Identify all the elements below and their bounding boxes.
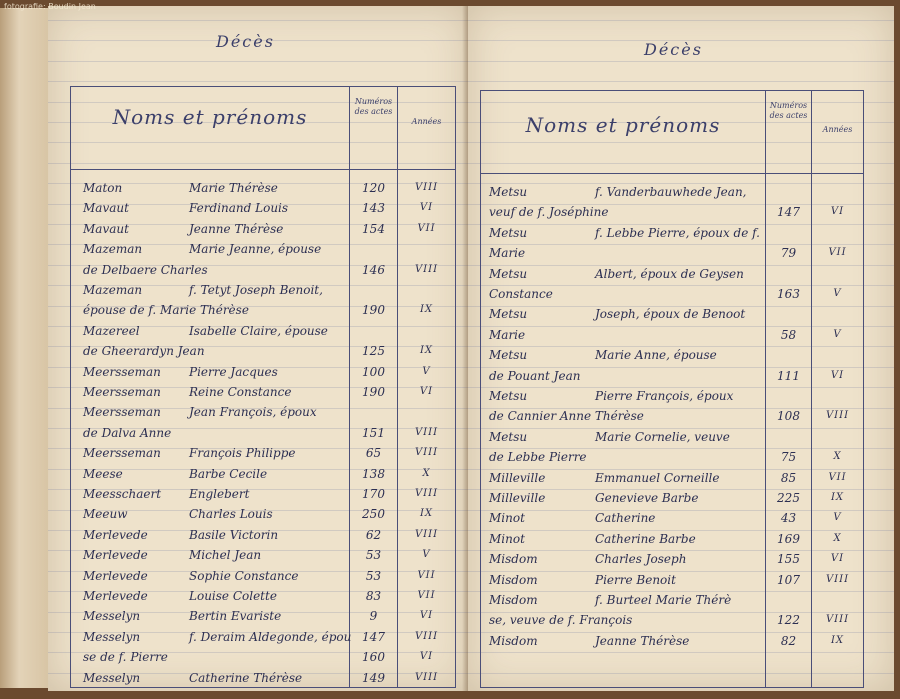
left-register-table [70,86,456,688]
ruled-line [468,61,894,62]
register-entry [481,528,863,550]
entry-act-number: 43 [780,511,797,526]
register-entry [481,548,863,570]
entry-surname: Merlevede [83,527,148,542]
left-page [48,6,468,691]
entry-act-number: 190 [362,303,385,318]
entry-year: VIII [414,263,439,275]
register-entry [71,524,455,546]
entry-given-names: Catherine [595,511,656,526]
register-entry [71,422,455,444]
entry-surname: de Dalva Anne [83,425,172,440]
entry-act-number: 154 [362,221,385,236]
entry-surname: Misdom [489,572,538,587]
entry-year: VIII [825,573,850,585]
entry-given-names: Pierre François, époux [595,389,734,403]
entry-act-number: 143 [362,201,385,216]
entry-surname: Mavaut [83,221,129,236]
entry-year: VI [419,610,434,622]
entry-act-number: 147 [777,205,800,220]
entry-given-names: Catherine Barbe [595,531,696,546]
entry-surname: Metsu [489,225,528,240]
entry-given-names: Emmanuel Corneille [595,470,720,485]
register-entry [71,218,455,240]
register-entry [71,646,455,668]
entry-year: VII [828,471,847,483]
right-register-table [480,90,864,688]
register-entry [71,463,455,485]
entry-act-number: 149 [362,670,385,685]
entry-year: VIII [414,182,439,193]
register-entry [481,344,863,366]
entry-surname: Mazeman [83,283,143,297]
ruled-line [48,61,468,62]
register-entry [481,467,863,489]
entry-given-names: Pierre Benoit [595,572,676,587]
entry-act-number: 151 [362,425,385,440]
entry-given-names: Charles Louis [189,507,273,522]
entry-given-names: Charles Joseph [595,552,687,567]
entry-act-number: 111 [777,368,800,383]
entry-year: VIII [825,614,850,626]
entry-given-names: Marie Jeanne, épouse [189,242,322,257]
entry-act-number: 65 [365,446,382,461]
register-entry [71,565,455,587]
entry-year: IX [830,634,845,646]
entry-year: VII [417,222,436,234]
register-entry [71,381,455,403]
register-entry [481,589,863,611]
entry-given-names: Reine Constance [189,385,292,399]
entry-act-number: 75 [780,450,797,465]
register-entry [481,222,863,244]
register-entry [481,263,863,285]
entry-given-names: Sophie Constance [189,568,299,583]
entry-given-names: f. Burteel Marie Thérè [595,593,732,607]
entry-act-number: 155 [777,552,800,567]
entry-year: VIII [414,488,439,499]
entry-surname: Maton [83,181,123,195]
entry-act-number: 83 [365,589,382,603]
entry-act-number: 108 [777,409,800,424]
entry-surname: Metsu [489,348,528,363]
register-entry [71,320,455,342]
entry-year: IX [419,304,434,316]
register-entry [71,442,455,464]
entry-surname: Milleville [489,470,546,485]
register-entry [71,585,455,607]
entry-act-number: 107 [777,572,800,587]
entry-surname: Mazeman [83,242,143,257]
entry-surname: Meersseman [83,446,161,461]
entry-surname: de Delbaere Charles [83,262,208,277]
entry-surname: Merlevede [83,548,148,563]
entry-year: VI [830,206,845,218]
entry-surname: Misdom [489,633,538,648]
entry-act-number: 169 [777,531,800,546]
entry-given-names: Marie Cornelie, veuve [595,429,730,444]
entry-surname: Marie [489,246,526,261]
entry-surname: de Cannier Anne Thérèse [489,409,644,424]
entry-given-names: Basile Victorin [189,527,279,542]
entry-surname: de Pouant Jean [489,368,581,383]
entry-surname: de Lebbe Pierre [489,450,587,465]
ruled-line [468,81,894,82]
ruled-line [48,81,468,82]
entry-given-names: Catherine Thérèse [189,670,303,685]
register-entry [481,446,863,468]
photo-credit: fotografie: Boudin Jean [4,2,96,11]
entry-year: VIII [414,528,439,540]
register-entry [71,299,455,321]
entry-year: VIII [414,630,439,642]
entry-surname: se, veuve de f. François [489,613,633,628]
entry-given-names: Jean François, époux [189,405,317,420]
register-entry [481,630,863,652]
register-entry [71,197,455,219]
left-acts-header: Numéros des actes [354,97,393,116]
register-entry [71,401,455,423]
entry-given-names: Bertin Evariste [189,609,282,624]
entry-year: X [833,532,842,544]
register-entry [71,503,455,525]
entry-surname: Messelyn [83,670,141,685]
entry-surname: Messelyn [83,609,141,624]
entry-act-number: 100 [362,364,385,379]
entry-given-names: Barbe Cecile [189,466,268,481]
entry-surname: se de f. Pierre [83,650,168,665]
register-entry [481,569,863,591]
entry-act-number: 146 [362,262,385,277]
entry-year: V [833,512,842,524]
entry-act-number: 79 [780,246,797,261]
register-entry [71,177,455,199]
entry-year: V [833,328,842,340]
entry-given-names: Jeanne Thérèse [189,221,284,236]
entry-given-names: f. Tetyt Joseph Benoit, [189,283,323,297]
register-entry [481,426,863,448]
register-entry [71,259,455,281]
entry-act-number: 9 [369,609,378,624]
entry-act-number: 147 [362,629,385,644]
entry-given-names: Louise Colette [189,589,277,603]
register-entry [481,405,863,427]
entry-year: VIII [414,671,439,683]
entry-given-names: f. Deraim Aldegonde, épou [189,629,352,644]
entry-surname: Meersseman [83,364,161,379]
entry-surname: de Gheerardyn Jean [83,344,205,359]
entry-given-names: f. Lebbe Pierre, époux de f. [595,225,760,240]
entry-act-number: 163 [777,287,800,301]
register-entry [71,626,455,648]
register-entry [481,303,863,325]
entry-year: VIII [414,426,439,438]
entry-surname: Misdom [489,552,538,567]
entry-surname: Meeuw [83,507,128,522]
entry-given-names: François Philippe [189,446,296,461]
register-entry [71,605,455,627]
entry-surname: Meesschaert [83,487,162,501]
entry-surname: Minot [489,511,525,526]
page-stack-edge [0,8,49,688]
register-entry [481,365,863,387]
entry-surname: Meersseman [83,405,161,420]
entry-given-names: Genevieve Barbe [595,491,699,505]
register-entry [481,283,863,305]
entry-given-names: Michel Jean [189,548,262,563]
register-entry [481,609,863,631]
register-entry [71,279,455,301]
entry-year: VI [830,369,845,381]
entry-given-names: Marie Thérèse [189,181,278,195]
entry-year: VI [419,651,434,663]
entry-surname: Merlevede [83,568,148,583]
left-names-header: Noms et prénoms [112,105,308,129]
entry-year: V [422,549,431,561]
entry-year: VIII [414,447,439,459]
entry-surname: Constance [489,287,553,301]
entry-given-names: Joseph, époux de Benoot [595,307,746,322]
entry-given-names: Jeanne Thérèse [595,633,690,648]
entry-surname: Mavaut [83,201,129,216]
entry-year: IX [419,508,434,520]
entry-surname: Mazereel [83,323,140,338]
entry-act-number: 58 [780,327,797,342]
entry-act-number: 160 [362,650,385,665]
right-acts-header: Numéros des actes [769,101,808,120]
entry-act-number: 170 [362,487,385,501]
entry-year: VIII [825,410,850,422]
entry-act-number: 120 [362,181,385,195]
entry-surname: veuf de f. Joséphine [489,205,609,220]
entry-year: VII [417,569,436,581]
register-entry [481,487,863,509]
entry-year: VI [419,386,434,397]
entry-surname: Merlevede [83,589,148,603]
entry-surname: Metsu [489,266,528,281]
entry-year: IX [830,492,845,503]
register-entry [481,201,863,223]
entry-surname: Milleville [489,491,546,505]
entry-given-names: Ferdinand Louis [189,201,289,216]
entry-surname: Metsu [489,185,528,199]
entry-act-number: 122 [777,613,800,628]
entry-act-number: 138 [362,466,385,481]
entry-act-number: 85 [780,470,797,485]
entry-surname: Meersseman [83,385,161,399]
left-page-title: Décès [216,32,275,51]
entry-act-number: 125 [362,344,385,359]
entry-year: VI [830,553,845,565]
entry-given-names: Englebert [189,487,250,501]
entry-year: VII [828,247,847,259]
register-entry [71,667,455,689]
entry-year: VII [417,590,436,601]
entry-surname: Misdom [489,593,538,607]
left-years-header: Années [411,117,442,126]
entry-year: X [422,467,431,479]
register-entry [71,361,455,383]
entry-year: IX [419,345,434,357]
register-entry [481,507,863,529]
entry-year: V [833,288,842,299]
entry-act-number: 190 [362,385,385,399]
register-entry [71,238,455,260]
entry-surname: Meese [83,466,123,481]
entry-surname: Metsu [489,307,528,322]
register-entry [481,385,863,407]
register-entry [481,181,863,203]
register-entry [71,483,455,505]
entry-year: X [833,451,842,463]
entry-act-number: 82 [780,633,797,648]
register-entry [481,242,863,264]
entry-act-number: 53 [365,548,382,563]
entry-given-names: Isabelle Claire, épouse [189,323,328,338]
entry-surname: Messelyn [83,629,141,644]
entry-given-names: Pierre Jacques [189,364,278,379]
entry-act-number: 225 [777,491,800,505]
entry-act-number: 53 [365,568,382,583]
entry-given-names: Marie Anne, épouse [595,348,717,363]
right-page-title: Décès [644,40,703,59]
entry-surname: Minot [489,531,525,546]
register-entry [481,324,863,346]
entry-given-names: Albert, époux de Geysen [595,266,744,281]
entry-act-number: 62 [365,527,382,542]
entry-act-number: 250 [362,507,385,522]
entry-surname: Metsu [489,429,528,444]
ruled-line [468,20,894,21]
entry-surname: Metsu [489,389,528,403]
entry-surname: épouse de f. Marie Thérèse [83,303,249,318]
entry-year: V [422,365,431,377]
entry-given-names: f. Vanderbauwhede Jean, [595,185,747,199]
entry-year: VI [419,202,434,214]
register-entry [71,340,455,362]
right-names-header: Noms et prénoms [525,113,721,137]
register-entry [71,544,455,566]
entry-surname: Marie [489,327,526,342]
ruled-line [48,20,468,21]
right-page [468,6,894,691]
right-years-header: Années [822,125,853,134]
